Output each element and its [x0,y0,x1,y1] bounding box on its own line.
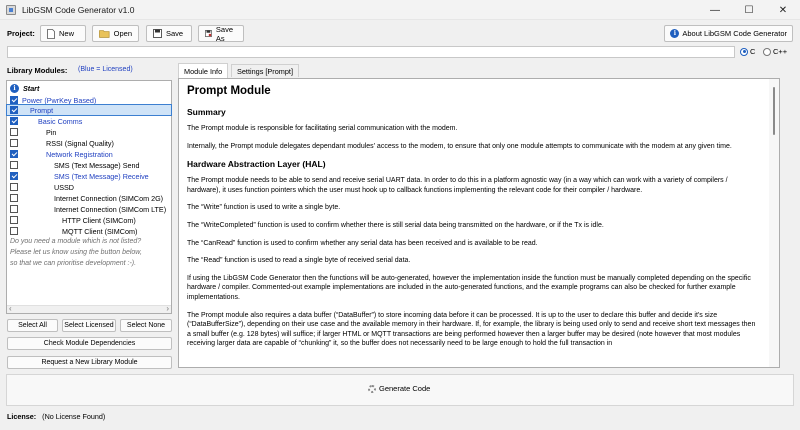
maximize-button[interactable]: ☐ [744,4,754,16]
content-vertical-scrollbar[interactable] [769,79,779,367]
close-button[interactable]: ✕ [778,4,788,16]
info-icon: i [10,84,19,93]
module-info-content [187,85,759,357]
list-item-label: USSD [54,182,74,192]
checkbox-unchecked-icon[interactable] [10,161,18,169]
checkbox-checked-icon[interactable] [10,106,18,114]
list-item-label: SMS (Text Message) Receive [54,171,149,181]
section-heading: Summary [187,107,226,117]
paragraph: If using the LibGSM Code Generator then the functions will be auto-generated, however the implementation inside the function must be manually completed depending on the specific hardware / compiler. Commented-out example implementations are included in the auto-generated functions, and the example programs can also be checked for further example implementations. [187,274,751,301]
list-item[interactable] [7,116,82,126]
list-item[interactable] [7,95,96,105]
title-bar [0,0,800,20]
about-button[interactable] [664,25,793,42]
new-button[interactable] [40,25,86,42]
paragraph: The “Read” function is used to read a single byte of received serial data. [187,257,411,265]
project-path-input[interactable] [7,46,735,58]
list-item[interactable] [7,204,166,214]
module-request-note: Do you need a module which is not listed? [10,238,142,245]
checkbox-unchecked-icon[interactable] [10,139,18,147]
list-item[interactable] [7,182,74,192]
list-item[interactable] [7,149,113,159]
checkbox-checked-icon[interactable] [10,117,18,125]
list-item[interactable] [7,226,137,236]
new-file-icon [47,29,55,39]
paragraph: Internally, the Prompt module delegates dependant modules' access to the modem, to ensure that only one module attempts to communicate with the modem at any given time. [187,142,732,150]
open-button[interactable] [92,25,139,42]
list-item[interactable] [7,215,136,225]
window-controls [698,0,800,20]
list-item-label: SMS (Text Message) Send [54,160,140,170]
page-title: Prompt Module [187,85,271,97]
paragraph: The “WriteCompleted” function is used to confirm whether there is still serial data being transmitted on the hardware, or if the Tx is idle. [187,221,604,229]
generate-code-label: Generate Code [379,384,431,393]
request-module-button[interactable]: Request a New Library Module [7,356,172,369]
module-info-panel [178,78,780,368]
checkbox-unchecked-icon[interactable] [10,128,18,136]
new-label: New [59,29,75,38]
language-cpp-label: C++ [773,47,788,56]
module-list-horizontal-scrollbar[interactable] [7,305,171,313]
save-as-label: Save As [215,24,233,43]
list-item-label: Network Registration [46,149,113,159]
checkbox-unchecked-icon[interactable] [10,194,18,202]
tab-module-info[interactable]: Module Info [178,63,228,78]
checkbox-checked-icon[interactable] [10,150,18,158]
paragraph: The Prompt module also requires a data buffer (“DataBuffer”) to store incoming data before it can be processed. It is up to the user to declare this buffer and decide it's size (“DataBufferSize”), depending on their use case and the available memory in their hardware. If, for example, the library is being used only to send and receive short text messages then a small buffer (e.g. 128 bytes) will suffice; if larger HTML or MQTT transactions are being performed however then a larger buffer may be desired (note however that most modules receiving larger data are capable of “chunking” it, so the buffer does not necessarily need to be large enough to hold the full transaction in [187,311,756,348]
list-item-start[interactable] [7,83,39,93]
list-item[interactable] [7,160,139,170]
list-item-label: Pin [46,127,57,137]
paragraph: The “CanRead” function is used to confirm whether any serial data has been received and is available to be read. [187,239,538,247]
list-item[interactable] [7,171,149,181]
language-c-radio[interactable] [740,47,755,56]
license-status: (No License Found) [42,412,106,421]
generate-area [6,374,794,406]
list-item-label: Prompt [30,105,54,115]
license-label: License: [7,412,37,421]
checkbox-unchecked-icon[interactable] [10,183,18,191]
checkbox-unchecked-icon[interactable] [10,205,18,213]
save-label: Save [166,29,184,38]
app-icon [6,5,16,15]
checkbox-checked-icon[interactable] [10,96,18,104]
list-item-label: Basic Comms [38,116,83,126]
list-item-label: Internet Connection (SIMCom LTE) [54,204,167,214]
library-modules-title: Library Modules: [7,66,68,75]
checkbox-unchecked-icon[interactable] [10,227,18,235]
paragraph: The Prompt module needs to be able to send and receive serial UART data. In order to do this in a platform agnostic way (in a way which can work with a variety of compilers / hardware), it uses function pointers which the user must hook up to callback functions implementing the relevant code for their compiler / hardware. [187,177,728,194]
save-as-button[interactable] [198,25,244,42]
list-item-label: RSSI (Signal Quality) [46,138,114,148]
list-item-label: Internet Connection (SIMCom 2G) [54,193,164,203]
language-c-label: C [750,47,756,56]
gear-icon [368,385,376,393]
save-as-icon [205,29,212,38]
toolbar [0,23,800,45]
section-heading: Hardware Abstraction Layer (HAL) [187,159,326,170]
select-all-button[interactable]: Select All [7,319,58,332]
list-item-label: MQTT Client (SIMCom) [62,226,138,236]
open-label: Open [113,29,132,38]
radio-unselected-icon [763,48,771,56]
paragraph: The Prompt module is responsible for facilitating serial communication with the modem. [187,125,458,132]
info-icon: i [670,29,679,38]
floppy-disk-icon [153,29,162,38]
module-list[interactable] [6,80,172,314]
project-label: Project: [7,29,35,38]
minimize-button[interactable]: — [710,4,720,16]
generate-code-button[interactable] [368,384,430,393]
tab-settings[interactable]: Settings [Prompt] [231,64,299,77]
list-item-label: Power (PwrKey Based) [22,95,97,105]
select-licensed-button[interactable]: Select Licensed [62,319,116,332]
list-item-label: Start [23,83,40,93]
list-item[interactable] [7,138,114,148]
list-item[interactable] [7,193,163,203]
language-cpp-radio[interactable] [763,47,787,56]
status-bar [7,412,105,421]
save-button[interactable] [146,25,192,42]
paragraph: The “Write” function is used to write a single byte. [187,204,341,212]
select-none-button[interactable]: Select None [120,319,172,332]
check-dependencies-button[interactable]: Check Module Dependencies [7,337,172,350]
module-request-note: Please let us know using the button below, [10,249,142,256]
list-item[interactable] [7,127,56,137]
about-label: About LibGSM Code Generator [682,29,787,38]
list-item-label: HTTP Client (SIMCom) [62,215,136,225]
folder-icon [99,29,110,38]
list-item-selected[interactable] [7,105,171,115]
checkbox-checked-icon[interactable] [10,172,18,180]
module-request-note: so that we can prioritise development :-). [10,260,137,267]
window-title: LibGSM Code Generator v1.0 [22,4,135,15]
radio-selected-icon [740,48,748,56]
licensed-legend: (Blue = Licensed) [78,66,133,73]
checkbox-unchecked-icon[interactable] [10,216,18,224]
